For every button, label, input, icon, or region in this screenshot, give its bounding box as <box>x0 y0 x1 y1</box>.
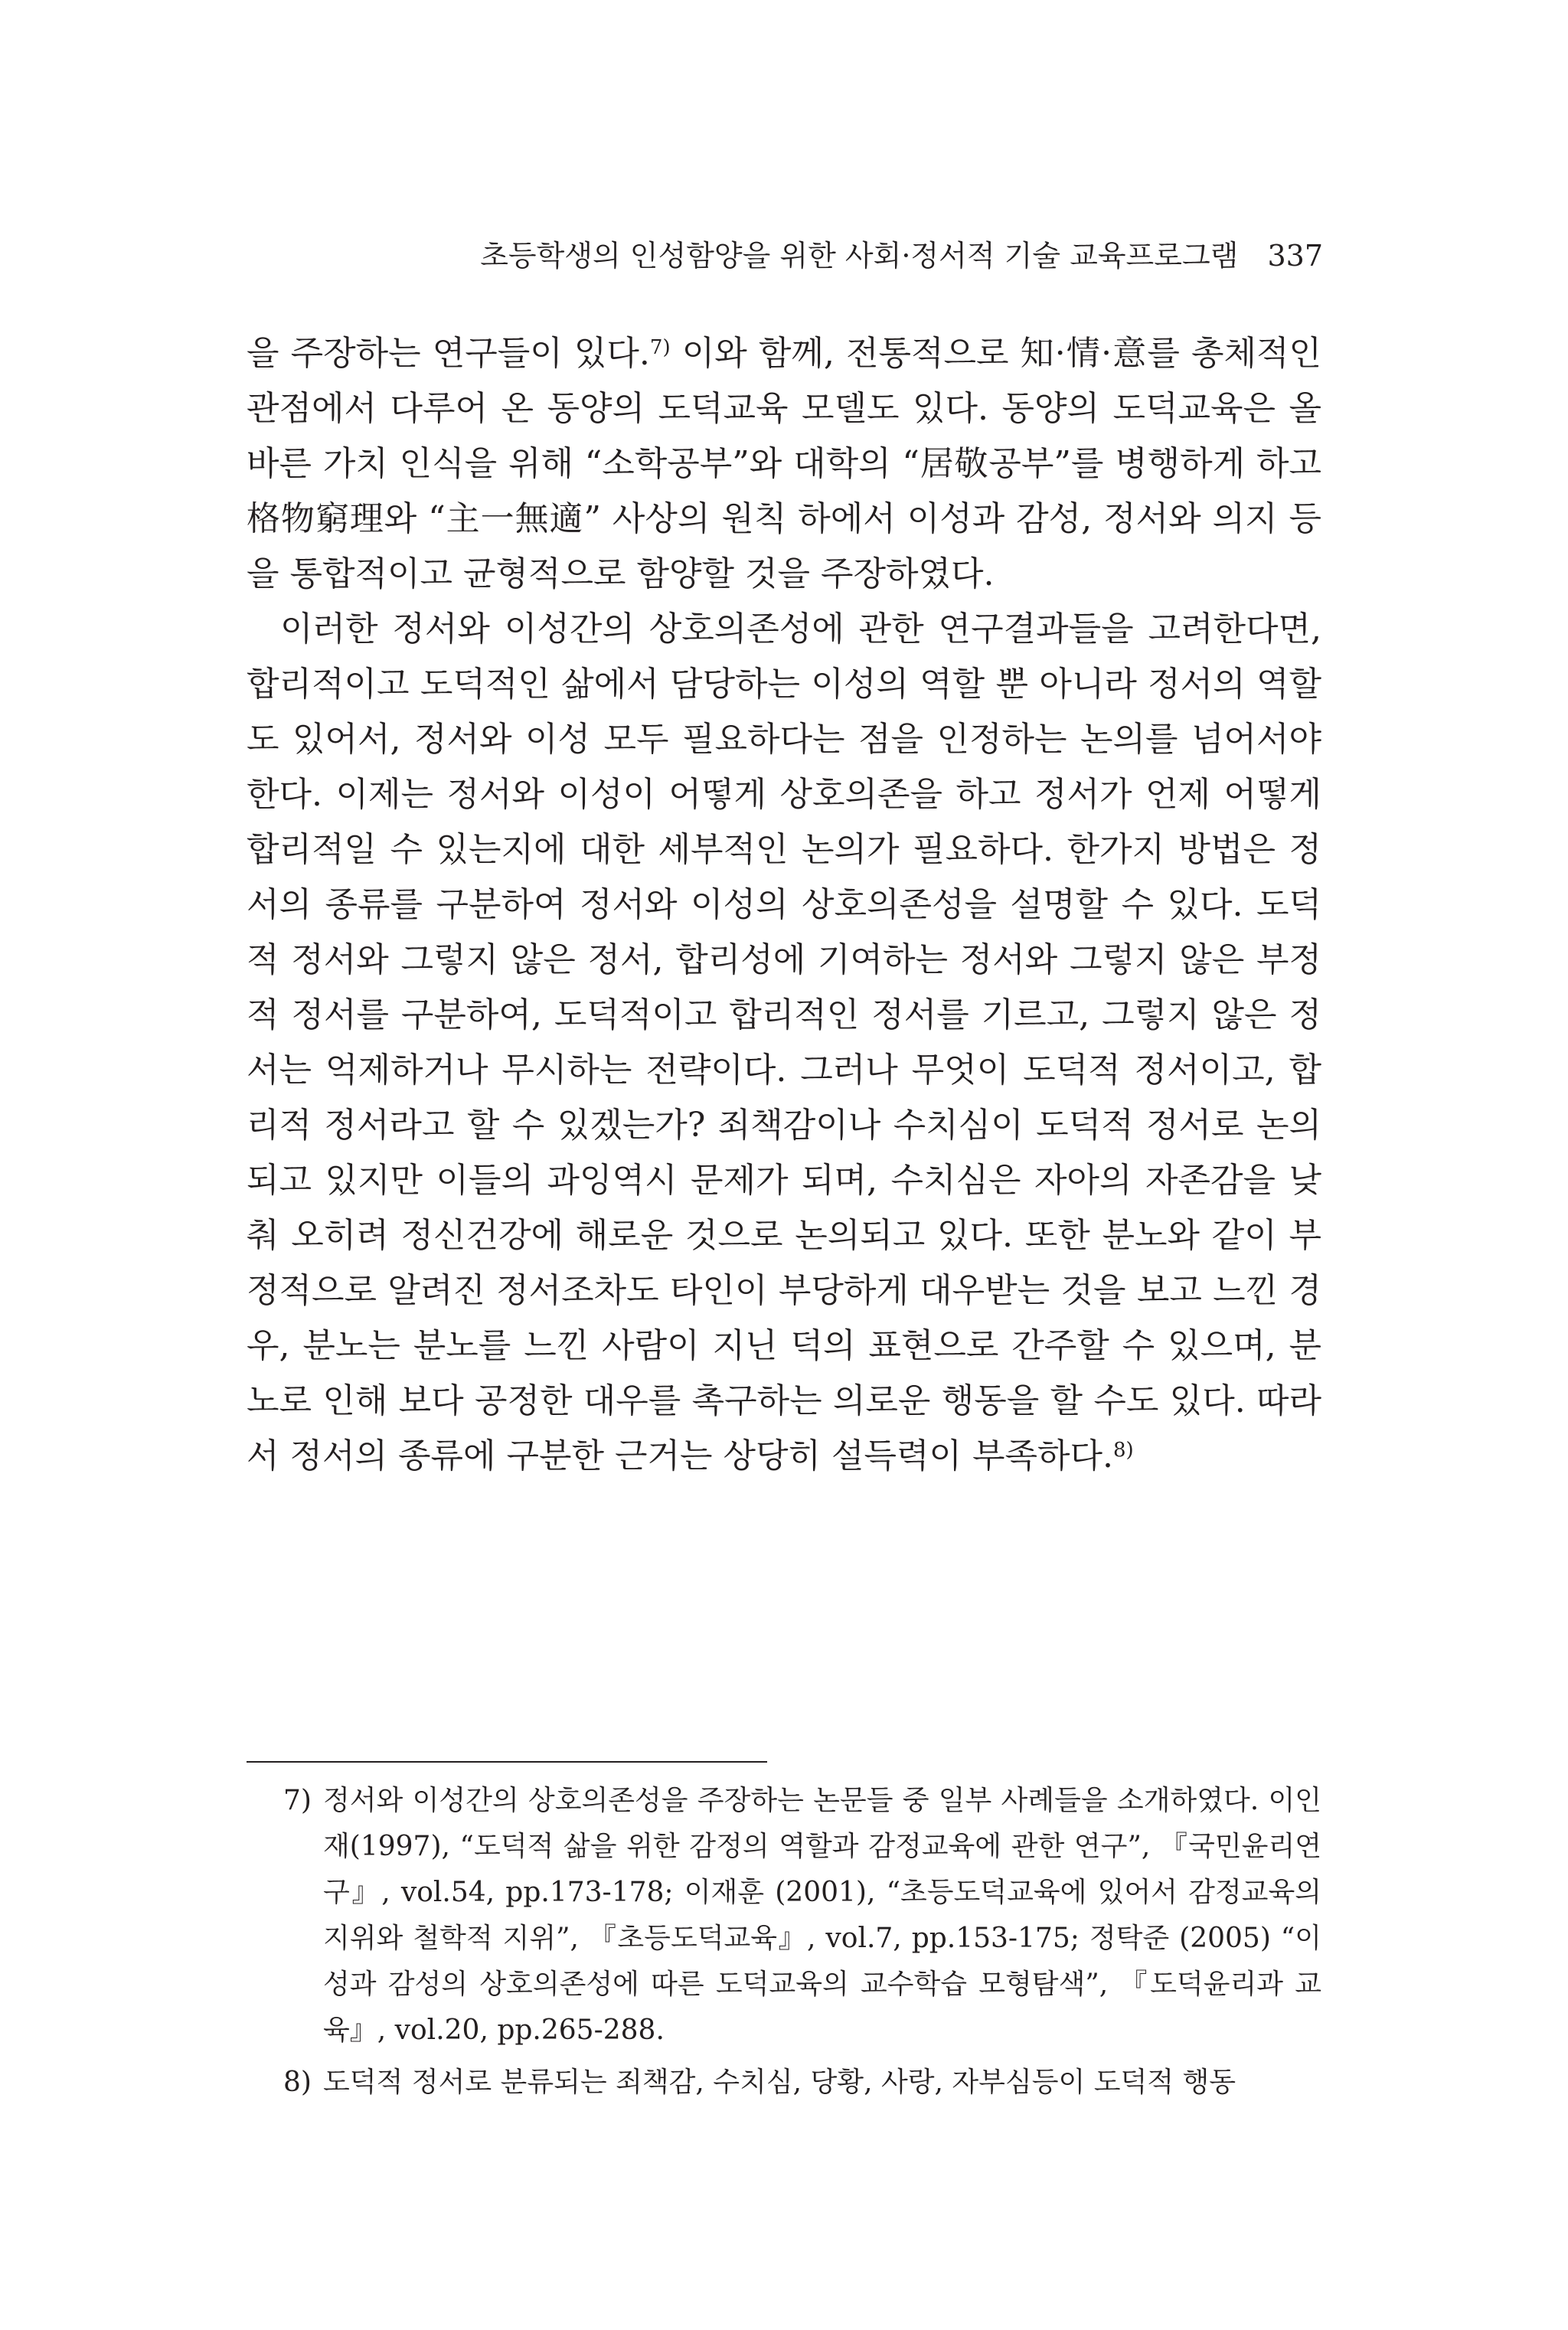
footnote-number: 7) <box>283 1785 312 1816</box>
paragraph-2 <box>247 602 1321 1484</box>
running-title: 초등학생의 인성함양을 위한 사회·정서적 기술 교육프로그램 <box>480 239 1239 273</box>
footnote-number: 8) <box>283 2067 312 2098</box>
footnote-text: 도덕적 정서로 분류되는 죄책감, 수치심, 당황, 사랑, 자부심등이 도덕적 행동 <box>323 2067 1236 2098</box>
page-number: 337 <box>1267 239 1323 273</box>
paragraph-1 <box>247 326 1321 602</box>
footnote-text: 정서와 이성간의 상호의존성을 주장하는 논문들 중 일부 사례들을 소개하였다. 이인재(1997), “도덕적 삶을 위한 감정의 역할과 감정교육에 관한 연구”, 『국민윤리연구』, vol.54, pp.173-178; 이재훈 (2001), “초등도덕교육에 있어서 감정교육의 지위와 철학적 지위”, 『초등도덕교육』, vol.7, pp.153-175; 정탁준 (2005) “이성과 감성의 상호의존성에 따른 도덕교육의 교수학습 모형탐색”, 『도덕윤리과 교육』, vol.20, pp.265-288. <box>323 1785 1321 2046</box>
footnote-ref-8: 8) <box>1112 1439 1134 1462</box>
paragraph-1-text-a: 을 주장하는 연구들이 있다. <box>247 334 650 373</box>
footnote-separator <box>247 1761 767 1763</box>
paragraph-1-text-b: 이와 함께, 전통적으로 知·情·意를 총체적인 관점에서 다루어 온 동양의 도덕교육 모델도 있다. 동양의 도덕교육은 올바른 가치 인식을 위해 “소학공부”와 대학의 “居敬공부”를 병행하게 하고 格物窮理와 “主一無適” 사상의 원칙 하에서 이성과 감성, 정서와 의지 등을 통합적이고 균형적으로 함양할 것을 주장하였다. <box>247 334 1321 593</box>
footnotes <box>283 1778 1321 2112</box>
paragraph-2-text: 이러한 정서와 이성간의 상호의존성에 관한 연구결과들을 고려한다면, 합리적이고 도덕적인 삶에서 담당하는 이성의 역할 뿐 아니라 정서의 역할도 있어서, 정서와 이성 모두 필요하다는 점을 인정하는 논의를 넘어서야 한다. 이제는 정서와 이성이 어떻게 상호의존을 하고 정서가 언제 어떻게 합리적일 수 있는지에 대한 세부적인 논의가 필요하다. 한가지 방법은 정서의 종류를 구분하여 정서와 이성의 상호의존성을 설명할 수 있다. 도덕적 정서와 그렇지 않은 정서, 합리성에 기여하는 정서와 그렇지 않은 부정적 정서를 구분하여, 도덕적이고 합리적인 정서를 기르고, 그렇지 않은 정서는 억제하거나 무시하는 전략이다. 그러나 무엇이 도덕적 정서이고, 합리적 정서라고 할 수 있겠는가? 죄책감이나 수치심이 도덕적 정서로 논의되고 있지만 이들의 과잉역시 문제가 되며, 수치심은 자아의 자존감을 낮춰 오히려 정신건강에 해로운 것으로 논의되고 있다. 또한 분노와 같이 부정적으로 알려진 정서조차도 타인이 부당하게 대우받는 것을 보고 느낀 경우, 분노는 분노를 느낀 사람이 지닌 덕의 표현으로 간주할 수 있으며, 분노로 인해 보다 공정한 대우를 촉구하는 의로운 행동을 할 수도 있다. 따라서 정서의 종류에 구분한 근거는 상당히 설득력이 부족하다. <box>247 609 1321 1475</box>
body-text <box>247 326 1321 1484</box>
footnote-ref-7: 7) <box>649 336 671 359</box>
footnote-8 <box>283 2060 1321 2106</box>
footnote-7 <box>283 1778 1321 2054</box>
running-header <box>480 234 1323 277</box>
